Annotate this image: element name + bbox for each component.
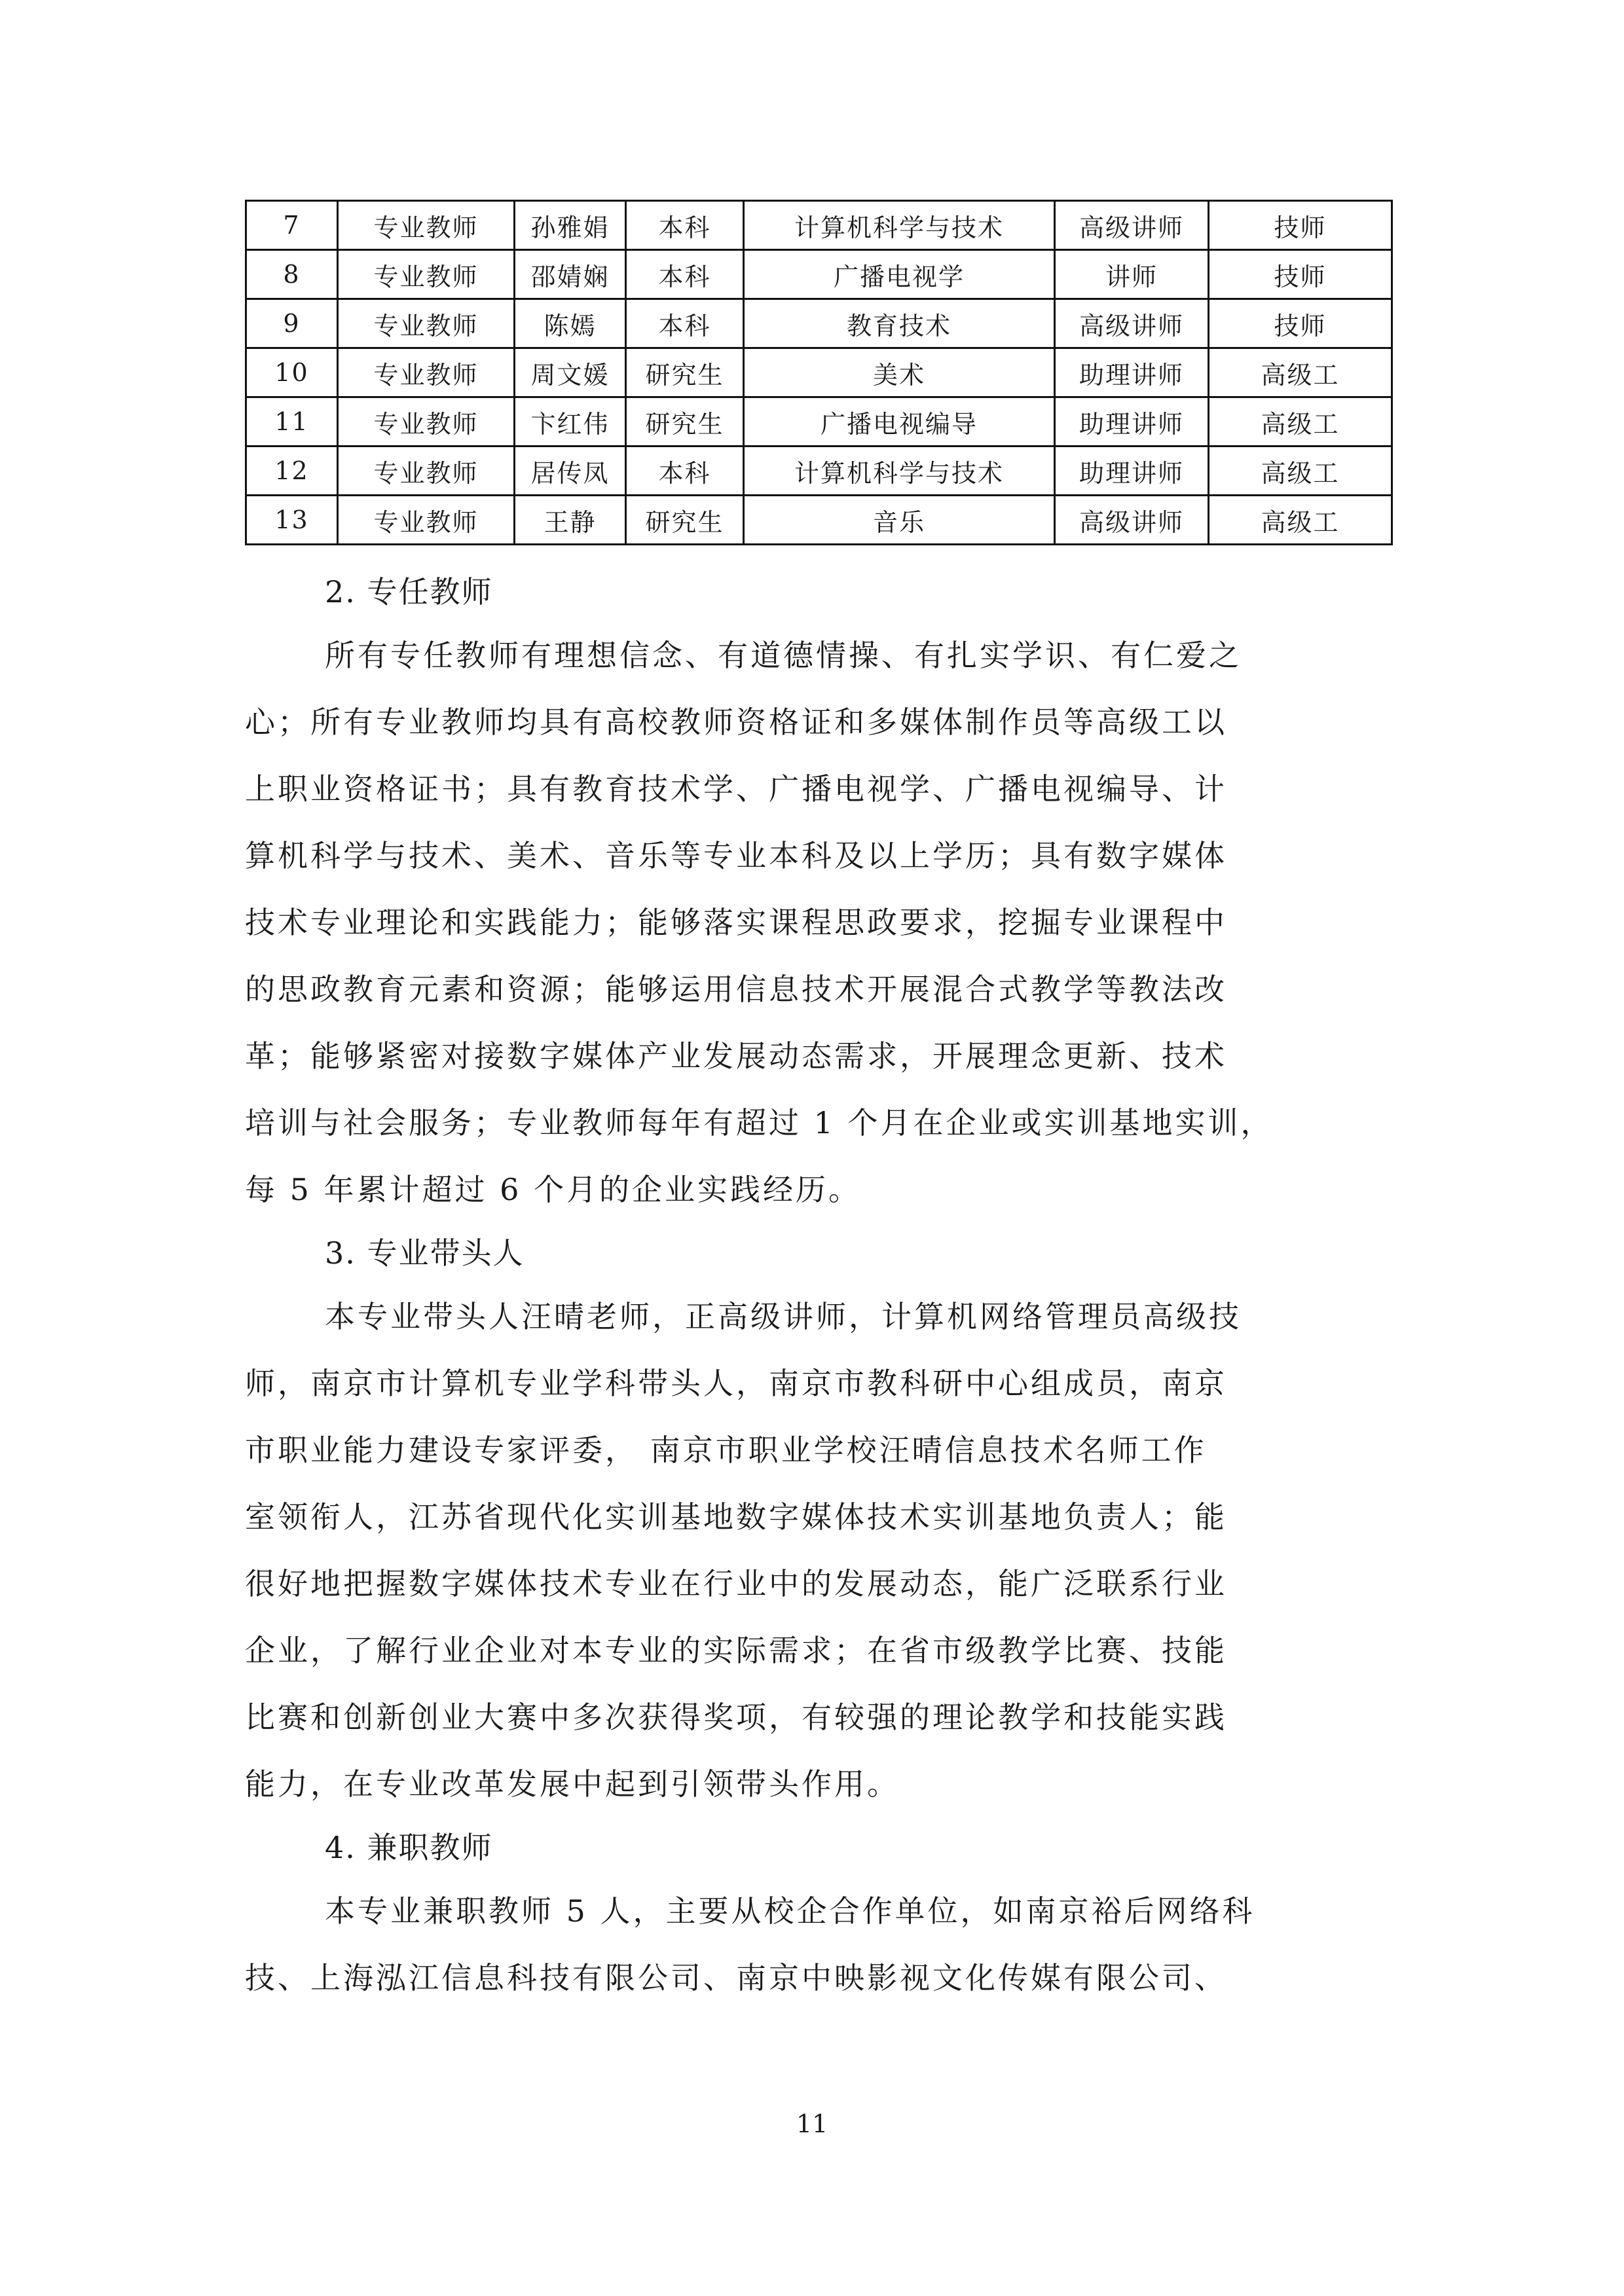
- paragraph-line: 革；能够紧密对接数字媒体产业发展动态需求，开展理念更新、技术: [245, 1038, 1227, 1074]
- paragraph-line: 比赛和创新创业大赛中多次获得奖项，有较强的理论教学和技能实践: [245, 1700, 1227, 1735]
- cell-index: 7: [246, 201, 338, 250]
- section-heading: 3. 专业带头人: [325, 1235, 525, 1271]
- paragraph-line: 每 5 年累计超过 6 个月的企业实践经历。: [245, 1172, 862, 1207]
- cell-major: 音乐: [744, 496, 1055, 545]
- cell-name: 王静: [515, 496, 626, 545]
- paragraph-line: 能力，在专业改革发展中起到引领带头作用。: [245, 1766, 900, 1802]
- cell-qualification: 高级工: [1209, 446, 1392, 496]
- paragraph-line: 室领衔人，江苏省现代化实训基地数字媒体技术实训基地负责人；能: [245, 1499, 1227, 1535]
- cell-qualification: 技师: [1209, 299, 1392, 348]
- cell-qualification: 高级工: [1209, 397, 1392, 446]
- cell-title: 高级讲师: [1055, 299, 1209, 348]
- cell-qualification: 技师: [1209, 201, 1392, 250]
- paragraph-line: 本专业带头人汪晴老师，正高级讲师，计算机网络管理员高级技: [325, 1299, 1242, 1334]
- cell-title: 讲师: [1055, 250, 1209, 299]
- cell-name: 陈嫣: [515, 299, 626, 348]
- cell-major: 广播电视编导: [744, 397, 1055, 446]
- cell-major: 计算机科学与技术: [744, 201, 1055, 250]
- cell-role: 专业教师: [338, 348, 515, 397]
- paragraph-line: 培训与社会服务；专业教师每年有超过 1 个月在企业或实训基地实训，: [245, 1105, 1274, 1140]
- table-row: [246, 201, 1392, 250]
- cell-education: 研究生: [626, 496, 744, 545]
- cell-education: 研究生: [626, 348, 744, 397]
- cell-name: 周文媛: [515, 348, 626, 397]
- teacher-table: [245, 200, 1393, 545]
- section-part-time-teachers: [245, 1817, 1391, 2011]
- cell-index: 13: [246, 496, 338, 545]
- cell-role: 专业教师: [338, 397, 515, 446]
- cell-name: 居传凤: [515, 446, 626, 496]
- body-text: [245, 562, 1391, 2011]
- cell-index: 10: [246, 348, 338, 397]
- paragraph-line: 算机科学与技术、美术、音乐等专业本科及以上学历；具有数字媒体: [245, 838, 1227, 873]
- section-heading: 2. 专任教师: [325, 574, 493, 610]
- cell-role: 专业教师: [338, 299, 515, 348]
- cell-title: 助理讲师: [1055, 397, 1209, 446]
- table-row: [246, 446, 1392, 496]
- section-heading: 4. 兼职教师: [325, 1830, 493, 1865]
- cell-major: 计算机科学与技术: [744, 446, 1055, 496]
- cell-index: 12: [246, 446, 338, 496]
- cell-role: 专业教师: [338, 201, 515, 250]
- cell-index: 8: [246, 250, 338, 299]
- cell-education: 本科: [626, 250, 744, 299]
- cell-name: 孙雅娟: [515, 201, 626, 250]
- cell-index: 11: [246, 397, 338, 446]
- paragraph-line: 技、上海泓江信息科技有限公司、南京中映影视文化传媒有限公司、: [245, 1960, 1227, 1995]
- cell-major: 广播电视学: [744, 250, 1055, 299]
- cell-title: 助理讲师: [1055, 446, 1209, 496]
- paragraph-line: 市职业能力建设专家评委， 南京市职业学校汪晴信息技术名师工作: [245, 1432, 1207, 1468]
- cell-index: 9: [246, 299, 338, 348]
- cell-qualification: 高级工: [1209, 496, 1392, 545]
- cell-education: 本科: [626, 446, 744, 496]
- teacher-table-body: [246, 201, 1392, 545]
- section-program-leader: [245, 1223, 1391, 1817]
- cell-qualification: 高级工: [1209, 348, 1392, 397]
- cell-title: 助理讲师: [1055, 348, 1209, 397]
- paragraph-line: 企业，了解行业企业对本专业的实际需求；在省市级教学比赛、技能: [245, 1633, 1227, 1668]
- paragraph-line: 本专业兼职教师 5 人，主要从校企合作单位，如南京裕后网络科: [325, 1893, 1255, 1929]
- cell-title: 高级讲师: [1055, 496, 1209, 545]
- table-row: [246, 496, 1392, 545]
- cell-role: 专业教师: [338, 250, 515, 299]
- cell-education: 研究生: [626, 397, 744, 446]
- cell-education: 本科: [626, 201, 744, 250]
- paragraph-line: 很好地把握数字媒体技术专业在行业中的发展动态，能广泛联系行业: [245, 1566, 1227, 1601]
- table-row: [246, 250, 1392, 299]
- section-full-time-teachers: [245, 562, 1391, 1223]
- page-number: 11: [796, 2109, 828, 2138]
- cell-title: 高级讲师: [1055, 201, 1209, 250]
- paragraph-line: 上职业资格证书；具有教育技术学、广播电视学、广播电视编导、计: [245, 771, 1227, 807]
- cell-role: 专业教师: [338, 496, 515, 545]
- table-row: [246, 397, 1392, 446]
- cell-role: 专业教师: [338, 446, 515, 496]
- cell-major: 美术: [744, 348, 1055, 397]
- paragraph-line: 的思政教育元素和资源；能够运用信息技术开展混合式教学等教法改: [245, 972, 1227, 1007]
- cell-name: 邵婧娴: [515, 250, 626, 299]
- cell-education: 本科: [626, 299, 744, 348]
- table-row: [246, 348, 1392, 397]
- paragraph-line: 技术专业理论和实践能力；能够落实课程思政要求，挖掘专业课程中: [245, 905, 1227, 940]
- table-row: [246, 299, 1392, 348]
- paragraph-line: 师，南京市计算机专业学科带头人，南京市教科研中心组成员，南京: [245, 1366, 1227, 1401]
- paragraph-line: 所有专任教师有理想信念、有道德情操、有扎实学识、有仁爱之: [325, 638, 1242, 673]
- cell-qualification: 技师: [1209, 250, 1392, 299]
- cell-name: 卞红伟: [515, 397, 626, 446]
- paragraph-line: 心；所有专业教师均具有高校教师资格证和多媒体制作员等高级工以: [245, 704, 1227, 740]
- cell-major: 教育技术: [744, 299, 1055, 348]
